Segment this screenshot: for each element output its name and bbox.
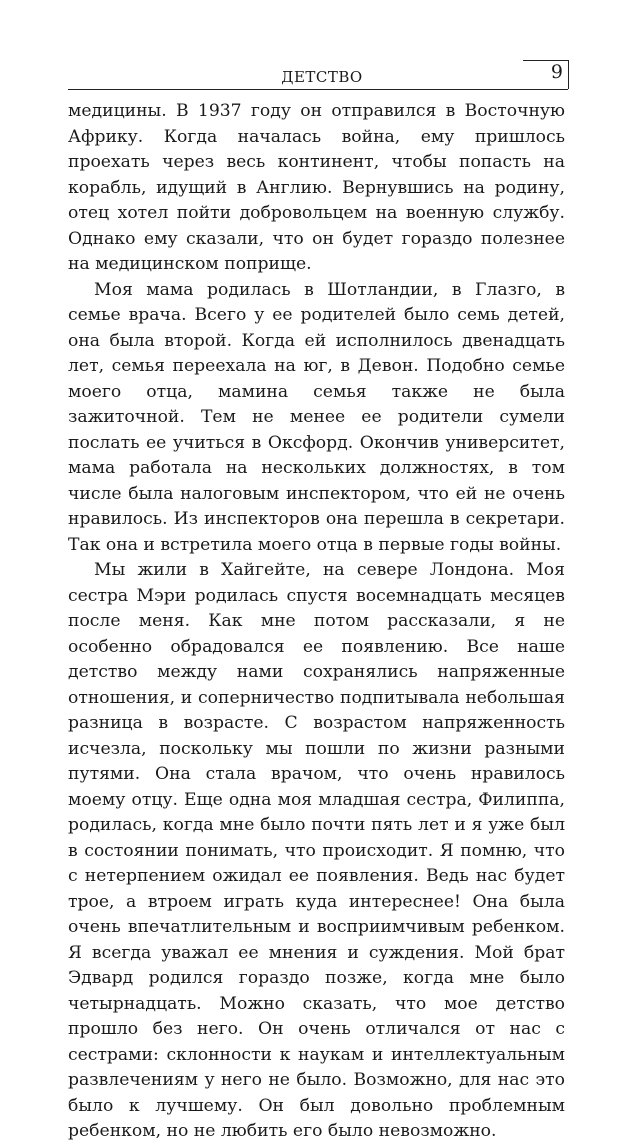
page-number: 9 <box>550 61 563 83</box>
paragraph-1: медицины. В 1937 году он отправился в Восточную Африку. Когда началась война, ему пришлось проехать через весь континент, чтобы попасть на корабль, идущий в Англию. Вернувшись на родину, отец хотел пойти добровольцем на военную службу. Однако ему сказали, что он будет гораздо полезнее на медицинском поприще. <box>68 101 565 274</box>
running-header-title: ДЕТСТВО <box>281 68 363 86</box>
body-text <box>68 99 565 1145</box>
paragraph-2: Моя мама родилась в Шотландии, в Глазго, в семье врача. Всего у ее родителей было семь детей, она была второй. Когда ей исполнилось двенадцать лет, семья переехала на юг, в Девон. Подобно семье моего отца, мамина семья также не была зажиточной. Тем не менее ее родители сумели послать ее учиться в Оксфорд. Окончив университет, мама работала на нескольких должностях, в том числе была налоговым инспектором, что ей не очень нравилось. Из инспекторов она перешла в секретари. Так она и встретила моего отца в первые годы войны. <box>68 279 565 555</box>
paragraph-3: Мы жили в Хайгейте, на севере Лондона. Моя сестра Мэри родилась спустя восемнадцать месяцев после меня. Как мне потом рассказали, я не особенно обрадовался ее появлению. Все наше детство между нами сохранялись напряженные отношения, и соперничество подпитывала небольшая разница в возрасте. С возрастом напряженность исчезла, поскольку мы пошли по жизни разными путями. Она стала врачом, что очень нравилось моему отцу. Еще одна моя младшая сестра, Филиппа, родилась, когда мне было почти пять лет и я уже был в состоянии понимать, что происходит. Я помню, что с нетерпением ожидал ее появления. Ведь нас будет трое, а втроем играть куда интереснее! Она была очень впечатлительным и восприимчивым ребенком. Я всегда уважал ее мнения и суждения. Мой брат Эдвард родился гораздо позже, когда мне было четырнадцать. Можно сказать, что мое детство прошло без него. Он очень отличался от нас с сестрами: склонности к наукам и интеллектуальным развлечениям у него не было. Возможно, для нас это было к лучшему. Он был довольно проблемным ребенком, но не любить его было невозможно. <box>68 560 565 1141</box>
header-rule <box>68 89 568 90</box>
